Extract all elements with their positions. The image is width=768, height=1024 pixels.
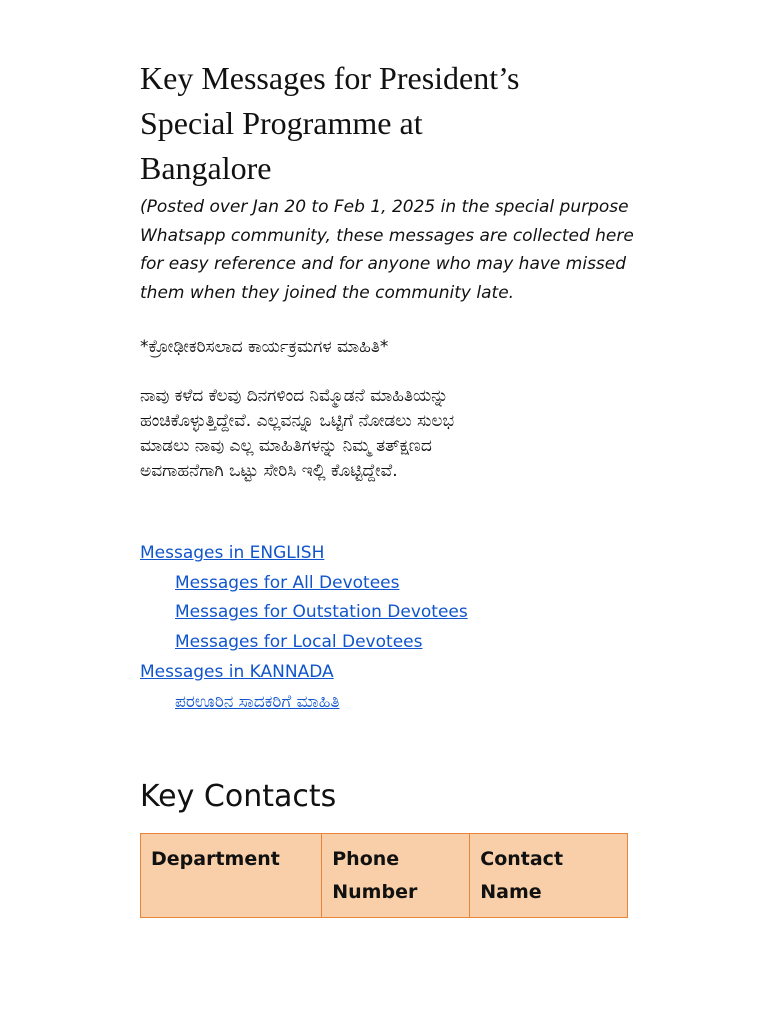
title-line-1: Key Messages for President’s [140,60,520,96]
link-messages-english[interactable]: Messages in ENGLISH [140,543,325,563]
document-title [140,56,640,191]
kannada-paragraph [140,384,640,484]
column-header-line: Department [151,848,280,871]
kannada-line: ಹಂಚಿಕೊಳ್ಳುತ್ತಿದ್ದೇವೆ. ಎಲ್ಲವನ್ನೂ ಒಟ್ಟಿಗೆ ನೋಡಲು ಸುಲಭ [140,411,455,431]
document-page [140,56,640,918]
key-contacts-table [140,833,628,918]
column-header-department [141,834,322,918]
key-contacts-heading: Key Contacts [140,779,337,815]
link-messages-local-devotees[interactable]: Messages for Local Devotees [175,632,423,653]
title-line-2: Special Programme at [140,105,423,141]
title-line-3: Bangalore [140,150,272,186]
link-messages-kannada[interactable]: Messages in KANNADA [140,661,334,682]
kannada-line: ಮಾಡಲು ನಾವು ಎಲ್ಲ ಮಾಹಿತಿಗಳನ್ನು ನಿಮ್ಮ ತತ್‌ಕ್ಷಣದ [140,436,432,456]
messages-link-list [140,539,640,717]
column-header-line: Number [332,881,418,904]
link-messages-outstation-devotees[interactable]: Messages for Outstation Devotees [175,602,468,623]
column-header-line: Name [480,881,542,904]
column-header-contact-name [470,834,628,918]
table-header-row [141,834,628,918]
link-messages-all-devotees[interactable]: Messages for All Devotees [175,572,400,593]
kannada-line: ಅವಗಾಹನೆಗಾಗಿ ಒಟ್ಟು ಸೇರಿಸಿ ಇಲ್ಲಿ ಕೊಟ್ಟಿದ್ದೇವೆ. [140,461,398,481]
column-header-phone-number [322,834,470,918]
column-header-line: Contact [480,848,564,871]
posting-note: (Posted over Jan 20 to Feb 1, 2025 in the special purpose Whatsapp community, these messages are collected here for easy reference and for anyone who may have missed them when they joined the community late. [140,197,634,303]
link-kannada-outstation-info[interactable]: ಪರಊರಿನ ಸಾದಕರಿಗೆ ಮಾಹಿತಿ [175,691,340,712]
kannada-line: ನಾವು ಕಳೆದ ಕೆಲವು ದಿನಗಳಿಂದ ನಿಮ್ಮೊಡನೆ ಮಾಹಿತಿಯನ್ನು [140,386,449,406]
kannada-heading: *ಕ್ರೋಢೀಕರಿಸಲಾದ ಕಾರ್ಯಕ್ರಮಗಳ ಮಾಹಿತಿ* [140,337,389,357]
column-header-line: Phone [332,848,400,871]
